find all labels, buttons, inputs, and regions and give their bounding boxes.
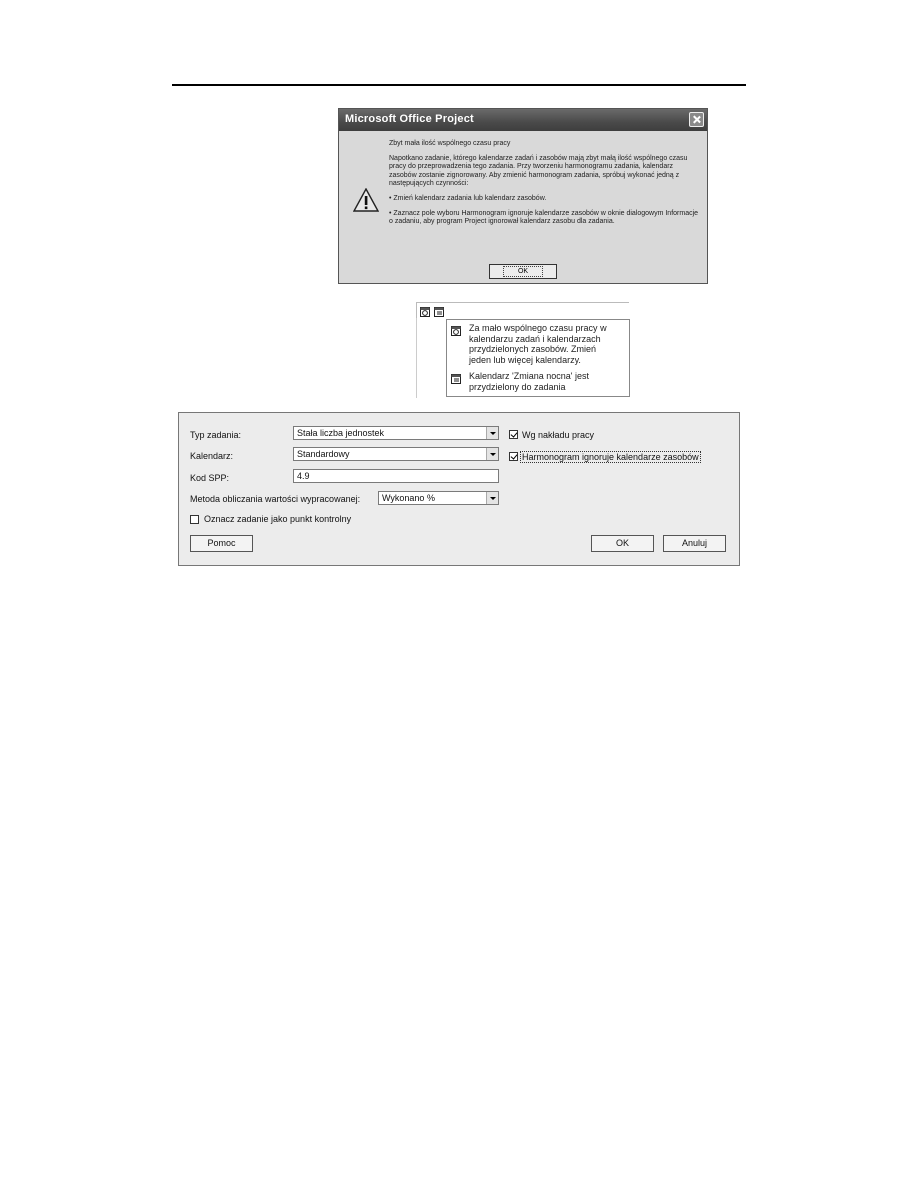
wbs-input[interactable] [293,469,499,483]
indicator-tooltip [446,319,630,397]
calendar-warning-icon[interactable] [420,306,431,317]
task-type-select[interactable] [293,426,499,440]
message-paragraph: Napotkano zadanie, którego kalendarze zadań i zasobów mają zbyt małą ilość wspólnego czasu pracy do przeprowadzenia tego zadania. Przy tworzeniu harmonogramu zadania, kalendarz zasobów zostanie zignorowany. Aby zmienić harmonogram zadania, spróbuj wykonać jedną z następujących czynności: [389,155,688,187]
warning-icon [353,188,379,212]
effort-driven-checkbox[interactable] [509,430,518,439]
tooltip-item-2 [450,371,628,395]
message-bullet-1: • Zmień kalendarz zadania lub kalendarz zasobów. [389,195,547,203]
chevron-down-icon[interactable] [486,492,498,504]
task-information-dialog [178,412,740,566]
ignore-resource-calendars-label[interactable]: Harmonogram ignoruje kalendarze zasobów [522,452,699,462]
window-title: Microsoft Office Project [345,113,474,125]
ok-button[interactable]: OK [591,535,654,552]
calendar-select[interactable] [293,447,499,461]
wbs-value: 4.9 [297,471,310,481]
task-type-value: Stała liczba jednostek [297,428,385,438]
ignore-resource-calendars-checkbox[interactable] [509,452,518,461]
calendar-icon[interactable] [434,306,445,317]
earned-value-value: Wykonano % [382,493,435,503]
help-button[interactable]: Pomoc [190,535,253,552]
cancel-button[interactable]: Anuluj [663,535,726,552]
message-bullet-2: • Zaznacz pole wyboru Harmonogram ignoruje kalendarze zasobów w oknie dialogowym Informacje o zadaniu, aby program Project ignorował kalendarz zasobu dla zadania. [389,210,699,226]
tooltip-text-1: Za mało wspólnego czasu pracy w kalendarzu zadań i kalendarzach przydzielonych zasobów. Zmień jeden lub więcej kalendarzy. [469,323,607,365]
tooltip-text-2: Kalendarz 'Zmiana nocna' jest przydzielony do zadania [469,371,590,392]
message-body [389,140,701,234]
milestone-label[interactable]: Oznacz zadanie jako punkt kontrolny [204,514,352,524]
earned-value-label: Metoda obliczania wartości wypracowanej: [190,494,361,504]
close-icon[interactable] [689,112,704,127]
milestone-checkbox[interactable] [190,515,199,524]
message-heading: Zbyt mała ilość wspólnego czasu pracy [389,140,511,147]
calendar-label: Kalendarz: [190,451,234,461]
chevron-down-icon[interactable] [486,427,498,439]
cell-border [416,318,417,398]
task-type-label: Typ zadania: [190,430,242,440]
ok-button-label: OK [503,266,543,277]
calendar-warning-icon [451,325,462,336]
calendar-value: Standardowy [297,449,350,459]
calendar-icon [451,373,462,384]
wbs-label: Kod SPP: [190,473,230,483]
title-bar[interactable] [339,109,707,131]
earned-value-select[interactable] [378,491,499,505]
tooltip-item-1 [450,323,628,369]
warning-messagebox [338,108,708,284]
page-header-rule [172,84,746,86]
effort-driven-label[interactable]: Wg nakładu pracy [522,430,595,440]
ok-button[interactable] [489,264,557,279]
chevron-down-icon[interactable] [486,448,498,460]
